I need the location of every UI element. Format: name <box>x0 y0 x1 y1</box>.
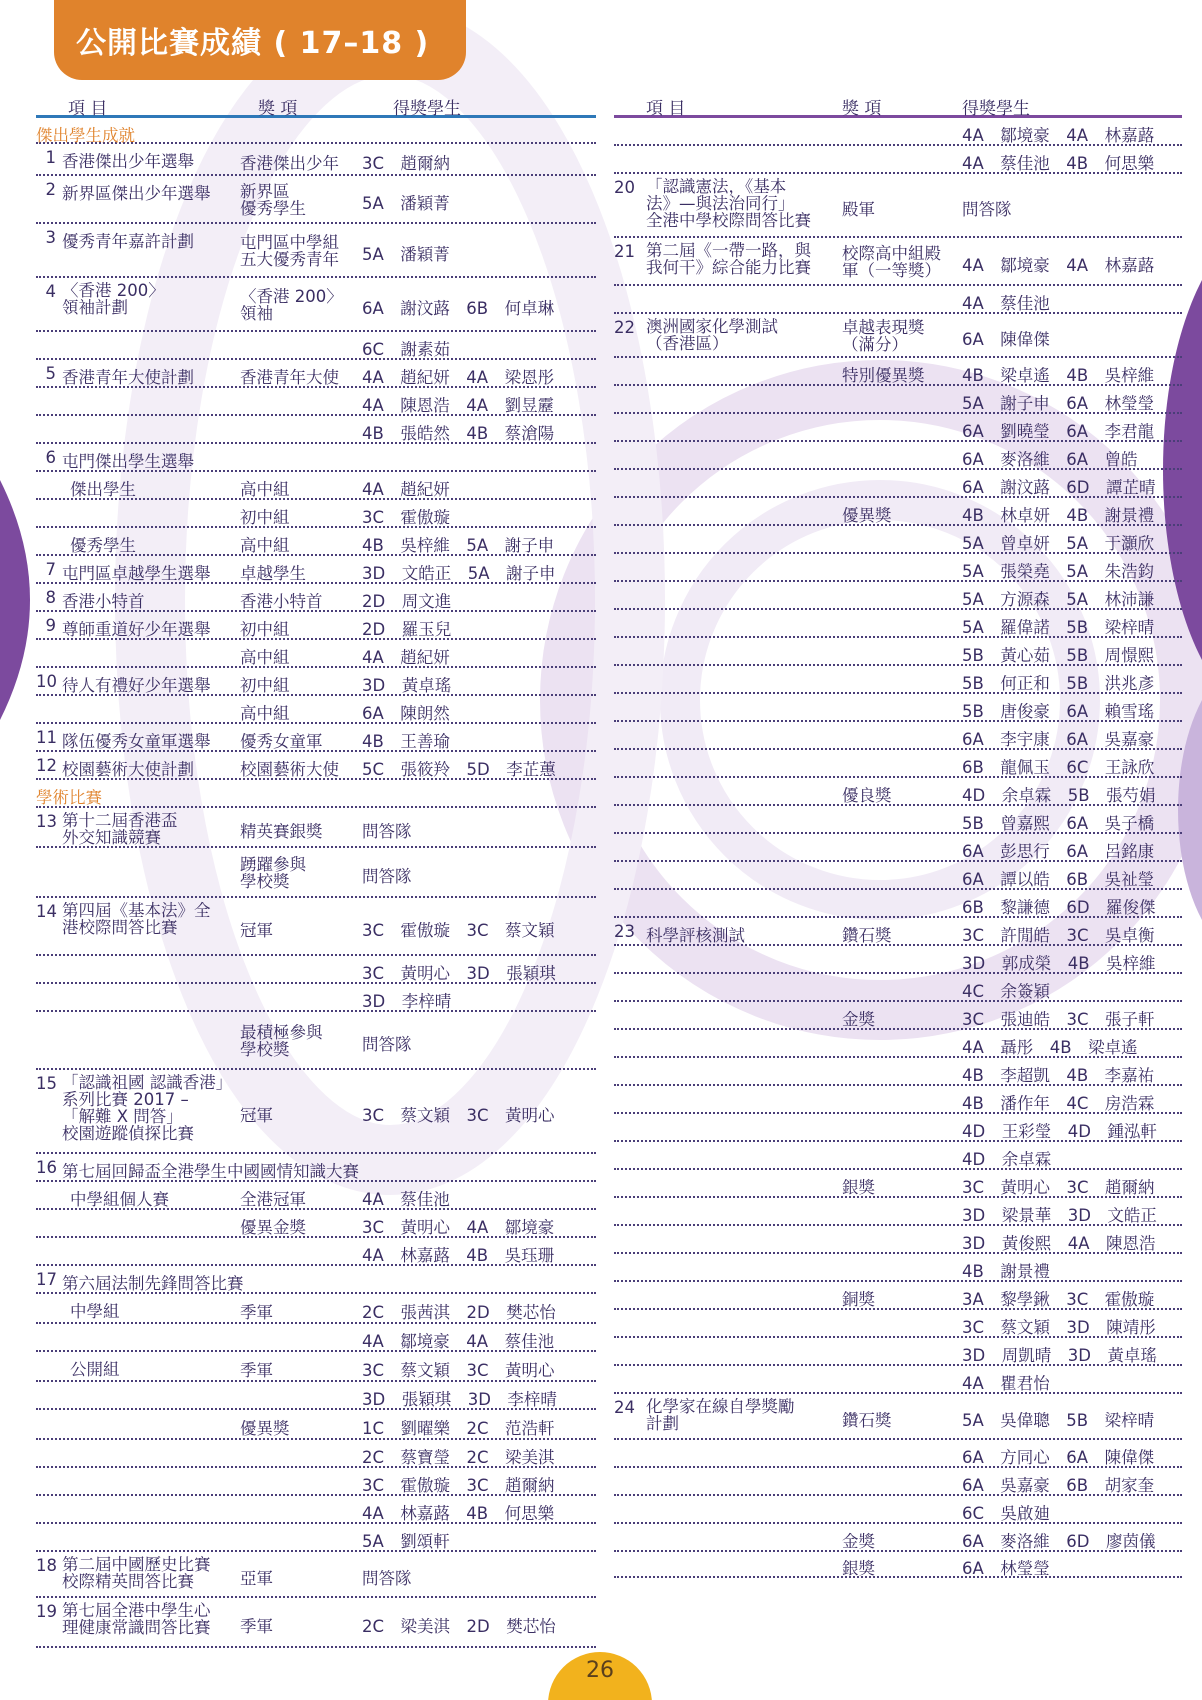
table-row <box>614 1226 1182 1254</box>
award-students: 4A 陳恩浩 4A 劉昱靂 <box>362 396 555 415</box>
award-students: 4A 趙紀妍 <box>362 480 450 499</box>
award-students: 6A 謝汶蕗 6D 譚芷晴 <box>962 478 1156 497</box>
award-name: 新界區 優秀學生 <box>240 182 306 218</box>
award-students: 問答隊 <box>362 1569 412 1588</box>
table-row <box>614 834 1182 862</box>
award-students: 4B 潘作年 4C 房浩霖 <box>962 1094 1155 1113</box>
award-students: 問答隊 <box>362 1035 412 1054</box>
table-row <box>614 1086 1182 1114</box>
header-award: 獎 項 <box>258 99 298 119</box>
award-students: 6A 林瑩瑩 <box>962 1559 1050 1578</box>
award-students: 4B 吳梓維 5A 謝子申 <box>362 536 555 555</box>
award-name: 全港冠軍 <box>240 1190 306 1209</box>
table-row <box>36 1496 596 1524</box>
table-row <box>36 1552 596 1598</box>
table-row <box>36 556 596 584</box>
table-row <box>36 528 596 556</box>
award-students: 問答隊 <box>962 200 1012 219</box>
award-students: 6A 譚以皓 6B 吳祉瑩 <box>962 870 1155 889</box>
item-number: 14 <box>36 902 57 921</box>
award-students: 5B 曾嘉熙 6A 吳子橋 <box>962 814 1155 833</box>
table-row <box>36 1324 596 1352</box>
item-name: 待人有禮好少年選舉 <box>62 676 211 695</box>
item-name: 屯門傑出學生選舉 <box>62 452 194 471</box>
table-row <box>36 1468 596 1496</box>
award-students: 6A 陳朗然 <box>362 704 450 723</box>
award-name: 香港傑出少年 <box>240 154 339 173</box>
item-name: 澳洲國家化學測試 （香港區） <box>646 317 778 353</box>
award-students: 6A 彭思行 6A 呂銘康 <box>962 842 1155 861</box>
award-students: 4B 李超凱 4B 李嘉祐 <box>962 1066 1155 1085</box>
award-students: 5A 張榮堯 5A 朱浩鈞 <box>962 562 1155 581</box>
award-students: 5A 方源森 5A 林沛謙 <box>962 590 1155 609</box>
table-row <box>36 224 596 278</box>
table-row <box>36 808 596 848</box>
table-row <box>36 780 596 808</box>
table-row <box>614 750 1182 778</box>
award-students: 5C 張筱羚 5D 李芷蕙 <box>362 760 556 779</box>
table-row <box>614 358 1182 386</box>
award-name: 銀獎 <box>842 1178 875 1197</box>
table-row <box>614 1310 1182 1338</box>
award-students: 4B 謝景禮 <box>962 1262 1050 1281</box>
section-heading: 學術比賽 <box>36 788 102 807</box>
item-name: 科學評核測試 <box>646 926 745 945</box>
award-students: 3C 蔡文穎 3D 陳靖彤 <box>962 1318 1156 1337</box>
table-row <box>614 1282 1182 1310</box>
award-students: 4B 梁卓遙 4B 吳梓維 <box>962 366 1155 385</box>
table-row <box>614 1198 1182 1226</box>
award-students: 6A 李宇康 6A 吳嘉豪 <box>962 730 1155 749</box>
table-row <box>614 694 1182 722</box>
table-row <box>614 1552 1182 1578</box>
award-name: 金獎 <box>842 1532 875 1551</box>
table-row <box>36 360 596 388</box>
item-name: 香港傑出少年選舉 <box>62 152 194 171</box>
award-students: 3D 李梓晴 <box>362 992 452 1011</box>
award-name: 香港小特首 <box>240 592 323 611</box>
table-row <box>36 1352 596 1382</box>
table-row <box>614 554 1182 582</box>
results-table-right <box>614 118 1182 1578</box>
item-name: 「認識憲法，《基本 法》—與法治同行」 全港中學校際問答比賽 <box>646 177 811 230</box>
table-row <box>36 848 596 898</box>
award-students: 3A 黎學鍬 3C 霍傲璇 <box>962 1290 1155 1309</box>
award-students: 6A 方同心 6A 陳偉傑 <box>962 1448 1155 1467</box>
section-heading: 傑出學生成就 <box>36 126 135 145</box>
item-name: 香港小特首 <box>62 592 145 611</box>
award-students: 5A 吳偉聰 5B 梁梓晴 <box>962 1411 1155 1430</box>
item-number: 11 <box>36 728 57 747</box>
table-row <box>614 1114 1182 1142</box>
item-name: 第四屆《基本法》全 港校際問答比賽 <box>62 901 211 937</box>
award-name: 優異獎 <box>842 506 892 525</box>
award-students: 5B 唐俊豪 6A 賴雪瑤 <box>962 702 1155 721</box>
item-name: 第六屆法制先鋒問答比賽 <box>62 1274 244 1293</box>
award-students: 3D 黃卓瑤 <box>362 676 452 695</box>
award-name: 卓越表現獎 （滿分） <box>842 318 925 354</box>
award-students: 4A 鄒境豪 4A 蔡佳池 <box>362 1332 555 1351</box>
award-name: 鑽石獎 <box>842 1411 892 1430</box>
award-students: 6B 龍佩玉 6C 王詠欣 <box>962 758 1155 777</box>
award-students: 3C 蔡文穎 3C 黃明心 <box>362 1361 555 1380</box>
award-students: 4A 瞿君怡 <box>962 1374 1050 1393</box>
item-number: 16 <box>36 1158 57 1177</box>
item-number: 12 <box>36 756 57 775</box>
item-number: 21 <box>614 242 635 261</box>
award-students: 2C 蔡寶瑩 2C 梁美淇 <box>362 1448 555 1467</box>
award-name: 高中組 <box>240 648 290 667</box>
award-students: 5A 劉頌軒 <box>362 1532 450 1551</box>
table-row <box>614 386 1182 414</box>
sub-item-name: 中學組個人賽 <box>70 1190 169 1209</box>
award-students: 2C 張茜淇 2D 樊芯怡 <box>362 1303 556 1322</box>
award-name: 校際高中組殿 軍（一等獎） <box>842 244 941 280</box>
item-name: 尊師重道好少年選舉 <box>62 620 211 639</box>
table-row <box>614 1394 1182 1440</box>
item-number: 23 <box>614 922 635 941</box>
header-award: 獎 項 <box>842 99 882 119</box>
item-number: 2 <box>45 180 56 199</box>
results-column-left <box>36 90 596 1648</box>
item-name: 第二屆中國歷史比賽 校際精英問答比賽 <box>62 1555 211 1591</box>
award-students: 4B 林卓妍 4B 謝景禮 <box>962 506 1155 525</box>
award-students: 4D 余卓霖 5B 張芍娟 <box>962 786 1156 805</box>
results-table-left <box>36 118 596 1648</box>
award-name: 季軍 <box>240 1617 273 1636</box>
table-row <box>36 1012 596 1070</box>
award-name: 優異金獎 <box>240 1218 306 1237</box>
table-row <box>36 1524 596 1552</box>
award-name: 屯門區中學組 五大優秀青年 <box>240 233 339 269</box>
award-students: 5B 黃心茹 5B 周憬熙 <box>962 646 1155 665</box>
table-row <box>36 472 596 500</box>
table-row <box>36 1070 596 1154</box>
award-name: 高中組 <box>240 704 290 723</box>
award-students: 6A 吳嘉豪 6B 胡家奎 <box>962 1476 1155 1495</box>
table-row <box>614 1142 1182 1170</box>
table-row <box>614 1002 1182 1030</box>
table-row <box>614 722 1182 750</box>
header-students: 得獎學生 <box>393 99 461 119</box>
award-students: 3D 文皓正 5A 謝子申 <box>362 564 556 583</box>
item-name: 隊伍優秀女童軍選舉 <box>62 732 211 751</box>
column-header <box>614 90 1182 118</box>
item-name: 化學家在線自學獎勵 計劃 <box>646 1397 795 1433</box>
award-students: 4A 趙紀妍 4A 梁恩彤 <box>362 368 555 387</box>
award-name: 初中組 <box>240 676 290 695</box>
award-students: 4A 林嘉蕗 4B 何思樂 <box>362 1504 555 1523</box>
table-row <box>36 1598 596 1648</box>
award-students: 4A 聶彤 4B 梁卓遙 <box>962 1038 1138 1057</box>
award-name: 初中組 <box>240 508 290 527</box>
header-item: 項 目 <box>646 99 686 119</box>
award-students: 4D 王彩瑩 4D 鍾泓軒 <box>962 1122 1157 1141</box>
table-row <box>614 918 1182 946</box>
table-row <box>36 278 596 332</box>
table-row <box>36 898 596 956</box>
table-row <box>614 414 1182 442</box>
award-students: 3C 霍傲璇 <box>362 508 451 527</box>
award-students: 3D 梁景華 3D 文皓正 <box>962 1206 1157 1225</box>
award-name: 金獎 <box>842 1010 875 1029</box>
table-row <box>36 724 596 752</box>
award-name: 高中組 <box>240 480 290 499</box>
award-students: 6A 麥洛維 6D 廖茵儀 <box>962 1532 1156 1551</box>
table-row <box>614 470 1182 498</box>
award-name: 冠軍 <box>240 921 273 940</box>
award-name: 香港青年大使 <box>240 368 339 387</box>
award-students: 5A 羅偉諾 5B 梁梓晴 <box>962 618 1155 637</box>
item-number: 3 <box>45 228 56 247</box>
table-row <box>614 862 1182 890</box>
award-name: 優秀女童軍 <box>240 732 323 751</box>
item-number: 15 <box>36 1074 57 1093</box>
award-students: 5A 潘穎菁 <box>362 194 450 213</box>
award-students: 問答隊 <box>362 822 412 841</box>
item-name: 優秀青年嘉許計劃 <box>62 232 194 251</box>
item-number: 4 <box>45 282 56 301</box>
award-students: 3D 郭成榮 4B 吳梓維 <box>962 954 1156 973</box>
award-name: 季軍 <box>240 1361 273 1380</box>
item-number: 22 <box>614 318 635 337</box>
table-row <box>614 146 1182 174</box>
table-row <box>614 1496 1182 1524</box>
table-row <box>36 696 596 724</box>
award-students: 4A 鄒境豪 4A 林嘉蕗 <box>962 256 1155 275</box>
award-students: 3C 黃明心 4A 鄒境豪 <box>362 1218 555 1237</box>
award-students: 6A 劉曉瑩 6A 李君龍 <box>962 422 1155 441</box>
award-students: 2D 羅玉兒 <box>362 620 452 639</box>
table-row <box>36 1294 596 1324</box>
table-row <box>614 286 1182 314</box>
award-students: 6A 陳偉傑 <box>962 330 1050 349</box>
table-row <box>36 1182 596 1210</box>
table-row <box>614 1440 1182 1468</box>
award-students: 問答隊 <box>362 867 412 886</box>
award-students: 3C 霍傲璇 3C 趙爾納 <box>362 1476 555 1495</box>
item-number: 24 <box>614 1398 635 1417</box>
award-name: 初中組 <box>240 620 290 639</box>
table-row <box>614 806 1182 834</box>
header-students: 得獎學生 <box>962 99 1030 119</box>
table-row <box>36 984 596 1012</box>
header-item: 項 目 <box>68 99 108 119</box>
award-students: 5A 曾卓妍 5A 于灝欣 <box>962 534 1155 553</box>
award-students: 5A 謝子申 6A 林瑩瑩 <box>962 394 1155 413</box>
award-students: 3C 霍傲璇 3C 蔡文穎 <box>362 921 555 940</box>
award-name: 踴躍參與 學校獎 <box>240 855 306 891</box>
table-row <box>614 778 1182 806</box>
item-number: 10 <box>36 672 57 691</box>
award-students: 3D 周凱晴 3D 黃卓瑤 <box>962 1346 1157 1365</box>
table-row <box>36 416 596 444</box>
item-number: 20 <box>614 178 635 197</box>
award-students: 3D 黃俊熙 4A 陳恩浩 <box>962 1234 1156 1253</box>
item-name: 第十二屆香港盃 外交知識競賽 <box>62 811 178 847</box>
award-name: 銅獎 <box>842 1290 875 1309</box>
table-row <box>614 890 1182 918</box>
table-row <box>36 1210 596 1238</box>
award-name: 〈香港 200〉 領袖 <box>240 287 343 323</box>
item-number: 8 <box>45 588 56 607</box>
award-students: 4A 蔡佳池 4B 何思樂 <box>962 154 1155 173</box>
table-row <box>36 584 596 612</box>
award-name: 殿軍 <box>842 200 875 219</box>
item-number: 1 <box>45 148 56 167</box>
award-students: 3C 張迪皓 3C 張子軒 <box>962 1010 1155 1029</box>
table-row <box>614 526 1182 554</box>
item-name: 新界區傑出少年選舉 <box>62 184 211 203</box>
table-row <box>614 1468 1182 1496</box>
award-name: 冠軍 <box>240 1106 273 1125</box>
award-students: 3C 許閒皓 3C 吳卓衡 <box>962 926 1155 945</box>
table-row <box>36 1266 596 1294</box>
table-row <box>36 1410 596 1440</box>
table-row <box>36 1154 596 1182</box>
award-students: 4D 余卓霖 <box>962 1150 1052 1169</box>
sub-item-name: 傑出學生 <box>70 480 136 499</box>
column-header <box>36 90 596 118</box>
table-row <box>614 582 1182 610</box>
table-row <box>36 332 596 360</box>
item-name: 「認識祖國 認識香港」 系列比賽 2017 – 「解難 X 問答」 校園遊蹤偵探比賽 <box>62 1073 233 1143</box>
table-row <box>614 1170 1182 1198</box>
table-row <box>614 442 1182 470</box>
table-row <box>614 314 1182 358</box>
table-row <box>36 500 596 528</box>
award-students: 3C 黃明心 3C 趙爾納 <box>962 1178 1155 1197</box>
item-number: 17 <box>36 1270 57 1289</box>
table-row <box>614 238 1182 286</box>
table-row <box>36 388 596 416</box>
award-students: 4A 林嘉蕗 4B 吳珏珊 <box>362 1246 555 1265</box>
table-row <box>36 176 596 224</box>
award-students: 2D 周文進 <box>362 592 452 611</box>
table-row <box>36 444 596 472</box>
item-number: 19 <box>36 1602 57 1621</box>
table-row <box>36 118 596 144</box>
item-name: 第七屆全港中學生心 理健康常識問答比賽 <box>62 1601 211 1637</box>
award-students: 3C 蔡文穎 3C 黃明心 <box>362 1106 555 1125</box>
table-row <box>614 118 1182 146</box>
table-row <box>614 1058 1182 1086</box>
award-name: 校園藝術大使 <box>240 760 339 779</box>
award-students: 4A 鄒境豪 4A 林嘉蕗 <box>962 126 1155 145</box>
item-number: 9 <box>45 616 56 635</box>
table-row <box>614 1366 1182 1394</box>
award-students: 1C 劉曜樂 2C 范浩軒 <box>362 1419 555 1438</box>
sub-item-name: 優秀學生 <box>70 536 136 555</box>
table-row <box>36 956 596 984</box>
table-row <box>36 612 596 640</box>
award-name: 亞軍 <box>240 1569 273 1588</box>
item-name: 〈香港 200〉 領袖計劃 <box>62 281 165 317</box>
award-students: 5B 何正和 5B 洪兆彥 <box>962 674 1155 693</box>
table-row <box>36 668 596 696</box>
table-row <box>614 1524 1182 1552</box>
page-number: 26 <box>548 1652 652 1700</box>
item-name: 第七屆回歸盃全港學生中國國情知識大賽 <box>62 1162 359 1181</box>
table-row <box>36 1238 596 1266</box>
award-name: 銀獎 <box>842 1559 875 1578</box>
table-row <box>36 752 596 780</box>
award-students: 4A 蔡佳池 <box>362 1190 450 1209</box>
award-name: 季軍 <box>240 1303 273 1322</box>
award-students: 6A 麥洛維 6A 曾皓 <box>962 450 1138 469</box>
award-students: 6C 謝素茹 <box>362 340 451 359</box>
sub-item-name: 公開組 <box>70 1360 120 1379</box>
award-students: 6B 黎謙德 6D 羅俊傑 <box>962 898 1156 917</box>
item-name: 香港青年大使計劃 <box>62 368 194 387</box>
award-name: 優良獎 <box>842 786 892 805</box>
table-row <box>36 1382 596 1410</box>
table-row <box>614 1030 1182 1058</box>
award-name: 精英賽銀獎 <box>240 822 323 841</box>
item-number: 18 <box>36 1556 57 1575</box>
table-row <box>36 640 596 668</box>
award-students: 3C 趙爾納 <box>362 154 451 173</box>
item-number: 6 <box>45 448 56 467</box>
award-students: 4A 蔡佳池 <box>962 294 1050 313</box>
award-name: 優異獎 <box>240 1419 290 1438</box>
award-students: 4B 張皓然 4B 蔡滄陽 <box>362 424 555 443</box>
award-students: 6C 吳啟廸 <box>962 1504 1051 1523</box>
table-row <box>36 1440 596 1468</box>
award-name: 鑽石獎 <box>842 926 892 945</box>
table-row <box>614 946 1182 974</box>
table-row <box>614 610 1182 638</box>
award-students: 4C 余簽穎 <box>962 982 1051 1001</box>
award-students: 3C 黃明心 3D 張穎琪 <box>362 964 556 983</box>
item-number: 7 <box>45 560 56 579</box>
award-students: 4B 王善瑜 <box>362 732 450 751</box>
award-students: 6A 謝汶蕗 6B 何卓琳 <box>362 299 555 318</box>
item-name: 屯門區卓越學生選舉 <box>62 564 211 583</box>
table-row <box>614 974 1182 1002</box>
table-row <box>614 174 1182 238</box>
award-name: 卓越學生 <box>240 564 306 583</box>
award-name: 特別優異獎 <box>842 366 925 385</box>
results-column-right <box>614 90 1182 1578</box>
item-number: 13 <box>36 812 57 831</box>
table-row <box>614 666 1182 694</box>
item-name: 校園藝術大使計劃 <box>62 760 194 779</box>
award-name: 最積極參與 學校獎 <box>240 1023 323 1059</box>
page-title: 公開比賽成績 ( 17–18 ) <box>54 0 466 80</box>
table-row <box>614 1338 1182 1366</box>
award-students: 3D 張穎琪 3D 李梓晴 <box>362 1390 557 1409</box>
award-students: 5A 潘穎菁 <box>362 245 450 264</box>
table-row <box>614 498 1182 526</box>
table-row <box>36 144 596 176</box>
sub-item-name: 中學組 <box>70 1302 120 1321</box>
item-number: 5 <box>45 364 56 383</box>
award-students: 2C 梁美淇 2D 樊芯怡 <box>362 1617 556 1636</box>
table-row <box>614 638 1182 666</box>
item-name: 第二屆《一帶一路，與 我何干》綜合能力比賽 <box>646 241 811 277</box>
table-row <box>614 1254 1182 1282</box>
award-name: 高中組 <box>240 536 290 555</box>
award-students: 4A 趙紀妍 <box>362 648 450 667</box>
